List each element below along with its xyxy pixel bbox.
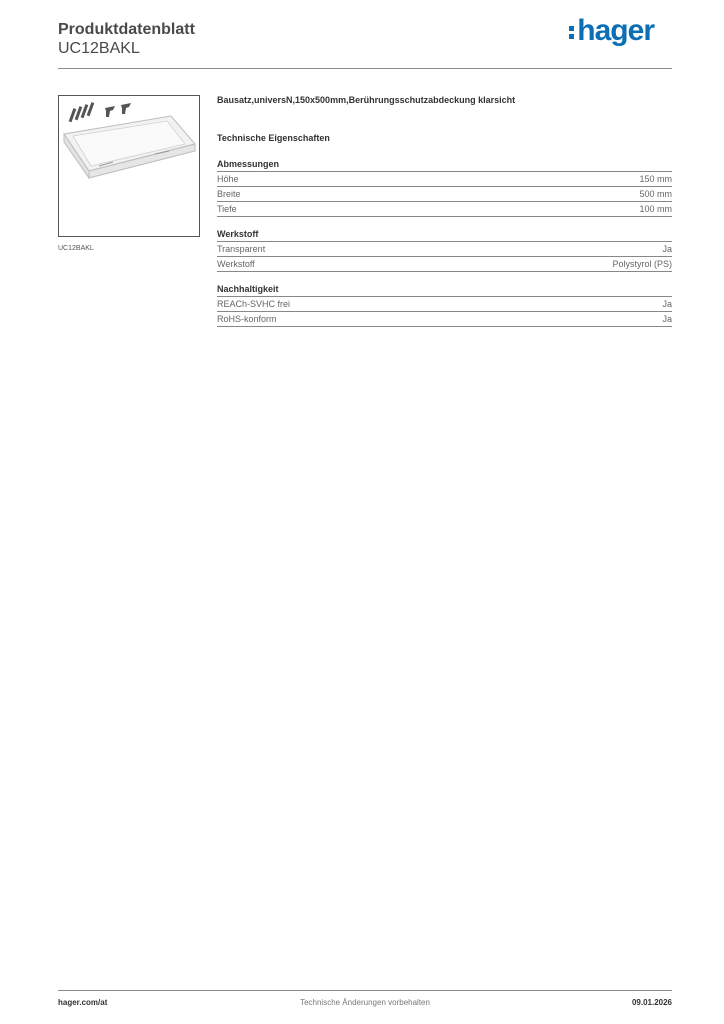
- footer-notice: Technische Änderungen vorbehalten: [300, 998, 430, 1007]
- spec-row: [217, 312, 672, 327]
- spec-label: RoHS-konform: [217, 314, 277, 324]
- spec-label: Transparent: [217, 244, 266, 254]
- hager-logo: [569, 14, 654, 48]
- product-code: UC12BAKL: [58, 40, 140, 57]
- cover-panel-icon: [64, 116, 195, 178]
- spec-label: Tiefe: [217, 204, 237, 214]
- header-divider: [58, 68, 672, 69]
- product-image-drawing: [59, 96, 199, 236]
- logo-dots-icon: [569, 23, 575, 42]
- spec-value: Polystyrol (PS): [612, 259, 672, 269]
- spec-row: [217, 172, 672, 187]
- product-details: [217, 95, 672, 339]
- spec-value: 100 mm: [639, 204, 672, 214]
- spec-row: [217, 242, 672, 257]
- group-nachhaltigkeit: [217, 284, 672, 327]
- spec-value: 150 mm: [639, 174, 672, 184]
- group-title: Werkstoff: [217, 229, 672, 242]
- footer-divider: [58, 990, 672, 991]
- group-title: Nachhaltigkeit: [217, 284, 672, 297]
- footer-date: 09.01.2026: [631, 998, 672, 1007]
- group-werkstoff: [217, 229, 672, 272]
- spec-label: REACh-SVHC frei: [217, 299, 291, 309]
- group-title: Abmessungen: [217, 159, 672, 172]
- document-header: [58, 20, 195, 58]
- spec-value: Ja: [662, 299, 672, 309]
- group-abmessungen: [217, 159, 672, 217]
- logo-text: hager: [577, 14, 654, 47]
- spec-row: [217, 297, 672, 312]
- image-caption: UC12BAKL: [58, 245, 94, 252]
- spec-row: [217, 257, 672, 272]
- product-description: Bausatz,universN,150x500mm,Berührungsschutzabdeckung klarsicht: [217, 95, 516, 105]
- spec-label: Breite: [217, 189, 241, 199]
- spec-label: Höhe: [217, 174, 239, 184]
- spec-label: Werkstoff: [217, 259, 255, 269]
- spec-value: Ja: [662, 314, 672, 324]
- spec-row: [217, 202, 672, 217]
- product-image: [58, 95, 200, 237]
- spec-value: 500 mm: [639, 189, 672, 199]
- footer-website-link[interactable]: hager.com/at: [58, 998, 108, 1007]
- spec-value: Ja: [662, 244, 672, 254]
- section-title: Technische Eigenschaften: [217, 133, 330, 143]
- document-title: Produktdatenblatt: [58, 21, 195, 38]
- spec-row: [217, 187, 672, 202]
- mounting-parts-icon: [69, 102, 131, 122]
